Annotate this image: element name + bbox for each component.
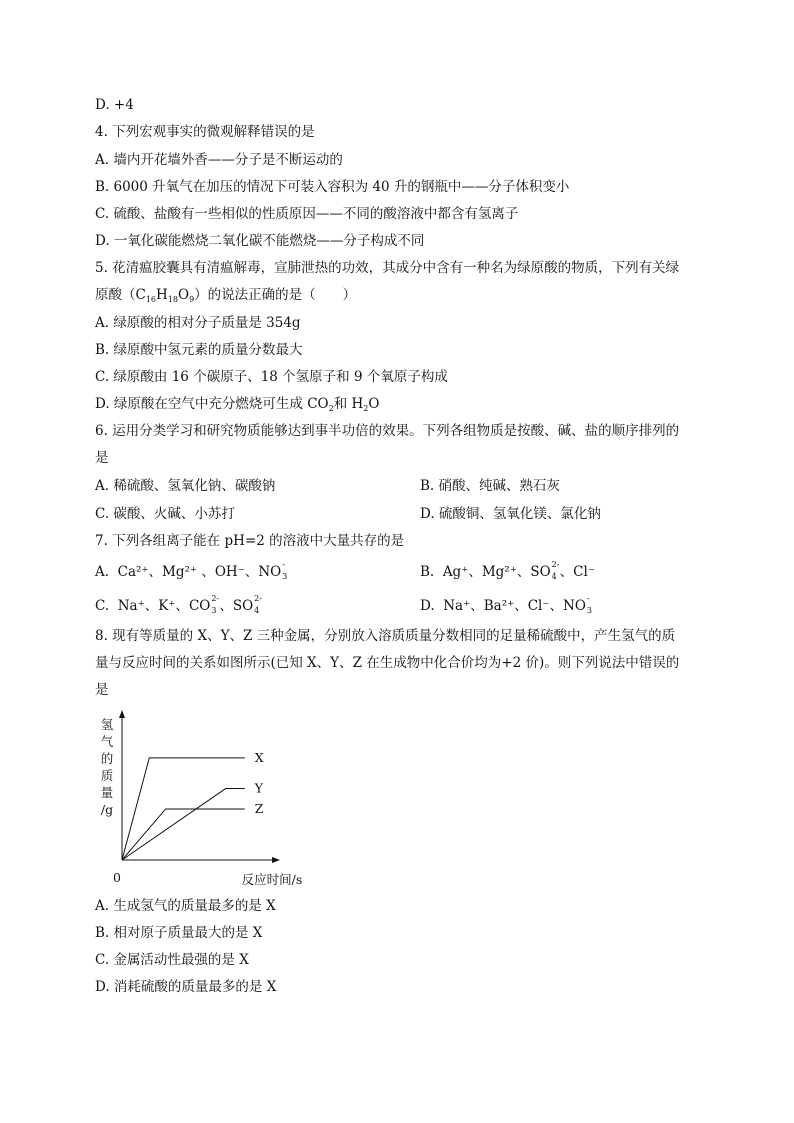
- q8-stem-line2: 量与反应时间的关系如图所示(已知 X、Y、Z 在生成物中化合价均为+2 价)。则下列说法中错误的: [95, 655, 680, 671]
- q7-option-c: [95, 594, 262, 615]
- q7-d-label: D.: [420, 598, 435, 614]
- ion-base: SO: [530, 564, 551, 580]
- q7-c-sep: 、: [219, 598, 233, 614]
- q5-stem-line2: [95, 286, 356, 309]
- q5-option-d: [95, 395, 379, 418]
- ion-charge: 2-: [254, 594, 262, 603]
- carbonate-ion: [188, 594, 220, 615]
- formula-o-label: O: [178, 287, 190, 303]
- y-axis-label-char: 氢: [100, 717, 114, 732]
- series-label-z: Z: [254, 800, 264, 816]
- y-axis-label-char: 质: [100, 768, 114, 783]
- x-axis-arrow: [272, 857, 280, 863]
- sulfate-ion: [530, 560, 560, 581]
- series-line-z: [122, 809, 245, 860]
- ion-subscript: 4: [551, 572, 557, 581]
- nitrate-ion: [258, 560, 290, 581]
- y-axis-label-char: 的: [100, 751, 114, 766]
- q6-option-c: C. 碳酸、火碱、小苏打: [95, 506, 235, 522]
- q4-stem: 4. 下列宏观事实的微观解释错误的是: [95, 124, 315, 140]
- q8-option-a: A. 生成氢气的质量最多的是 X: [95, 898, 276, 914]
- ion-charge: -: [586, 594, 590, 603]
- q5-stem-pre: 原酸（C: [95, 287, 146, 303]
- q7-stem: 7. 下列各组离子能在 pH=2 的溶液中大量共存的是: [95, 533, 405, 549]
- q5-option-a: A. 绿原酸的相对分子质量是 354g: [95, 315, 301, 331]
- q5-d-mid: 和 H: [333, 396, 364, 412]
- q7-b-label: B.: [420, 564, 435, 580]
- q6-stem-line1: 6. 运用分类学习和研究物质能够达到事半功倍的效果。下列各组物质是按酸、碱、盐的顺序排列的: [95, 423, 680, 439]
- q6-option-b: B. 硝酸、纯碱、熟石灰: [420, 478, 561, 494]
- q7-c-ions1: Na⁺、K⁺、: [117, 598, 189, 614]
- formula-h-label: H: [156, 287, 168, 303]
- q7-b-ions1: Ag⁺、Mg²⁺、: [442, 564, 531, 580]
- q5-d-pre: D. 绿原酸在空气中充分燃烧可生成 CO: [95, 396, 329, 412]
- q3-option-d: D. +4: [95, 97, 134, 113]
- ion-charge: 2-: [551, 560, 560, 569]
- q7-a-label: A.: [95, 564, 110, 580]
- q7-a-ions: Ca²⁺、Mg²⁺ 、OH⁻、: [117, 564, 259, 580]
- formula-h-count: 18: [167, 295, 178, 304]
- ion-base: NO: [563, 598, 586, 614]
- q7-d-ions: Na⁺、Ba²⁺、Cl⁻、: [443, 598, 564, 614]
- q7-b-ions2: 、Cl⁻: [559, 564, 595, 580]
- q7-option-a: [95, 560, 290, 581]
- y-axis-label-char: 气: [100, 734, 114, 749]
- q6-stem-line2: 是: [95, 450, 109, 466]
- y-axis-label-char: 量: [100, 785, 114, 800]
- ion-base: SO: [232, 598, 254, 614]
- y-axis-arrow: [119, 710, 125, 718]
- ion-subscript: 3: [211, 606, 217, 615]
- co2-sub: 2: [328, 404, 334, 413]
- ion-subscript: 4: [254, 606, 260, 615]
- q8-option-d: D. 消耗硫酸的质量最多的是 X: [95, 979, 277, 995]
- formula-c-count: 16: [145, 295, 157, 304]
- h2o-sub: 2: [363, 404, 369, 413]
- q6-option-a: A. 稀硫酸、氢氧化钠、碳酸钠: [95, 478, 276, 494]
- ion-subscript: 3: [282, 572, 288, 581]
- x-axis-label: 反应时间/s: [241, 872, 303, 887]
- ion-base: NO: [258, 564, 282, 580]
- q5-option-b: B. 绿原酸中氢元素的质量分数最大: [95, 342, 303, 358]
- series-label-x: X: [254, 749, 264, 765]
- q7-option-d: [420, 594, 595, 615]
- ion-charge: 2-: [211, 594, 220, 603]
- series-line-y: [122, 789, 245, 860]
- ion-charge: -: [282, 560, 285, 569]
- ion-base: CO: [188, 598, 211, 614]
- y-axis-label-char: /g: [100, 802, 114, 817]
- hydrogen-mass-chart: [95, 712, 303, 892]
- series-label-y: Y: [254, 780, 263, 796]
- q5-stem-post: ）的说法正确的是（ ）: [194, 287, 357, 303]
- q5-stem-line1: 5. 花清瘟胶囊具有清瘟解毒，宣肺泄热的功效，其成分中含有一种名为绿原酸的物质，下列有关绿: [95, 260, 680, 276]
- q8-stem-line1: 8. 现有等质量的 X、Y、Z 三种金属，分别放入溶质质量分数相同的足量稀硫酸中，产生氢气的质: [95, 628, 676, 644]
- q8-option-b: B. 相对原子质量最大的是 X: [95, 925, 263, 941]
- q7-c-label: C.: [95, 598, 110, 614]
- q4-option-d: D. 一氧化碳能燃烧二氧化碳不能燃烧——分子构成不同: [95, 233, 425, 249]
- q5-d-post: O: [368, 396, 380, 412]
- q4-option-b: B. 6000 升氧气在加压的情况下可装入容积为 40 升的钢瓶中——分子体积变小: [95, 179, 570, 195]
- q8-stem-line3: 是: [95, 682, 109, 698]
- q7-option-b: [420, 560, 595, 581]
- q4-option-c: C. 硫酸、盐酸有一些相似的性质原因——不同的酸溶液中都含有氢离子: [95, 206, 519, 222]
- q8-option-c: C. 金属活动性最强的是 X: [95, 952, 249, 968]
- q6-option-d: D. 硫酸铜、氢氧化镁、氯化钠: [420, 506, 601, 522]
- formula-o-count: 9: [189, 295, 195, 304]
- ion-subscript: 3: [586, 606, 592, 615]
- q5-option-c: C. 绿原酸由 16 个碳原子、18 个氢原子和 9 个氧原子构成: [95, 369, 448, 385]
- q4-option-a: A. 墙内开花墙外香——分子是不断运动的: [95, 152, 343, 168]
- nitrate-ion: [563, 594, 595, 615]
- origin-label: 0: [113, 870, 121, 885]
- sulfate-ion: [232, 594, 262, 615]
